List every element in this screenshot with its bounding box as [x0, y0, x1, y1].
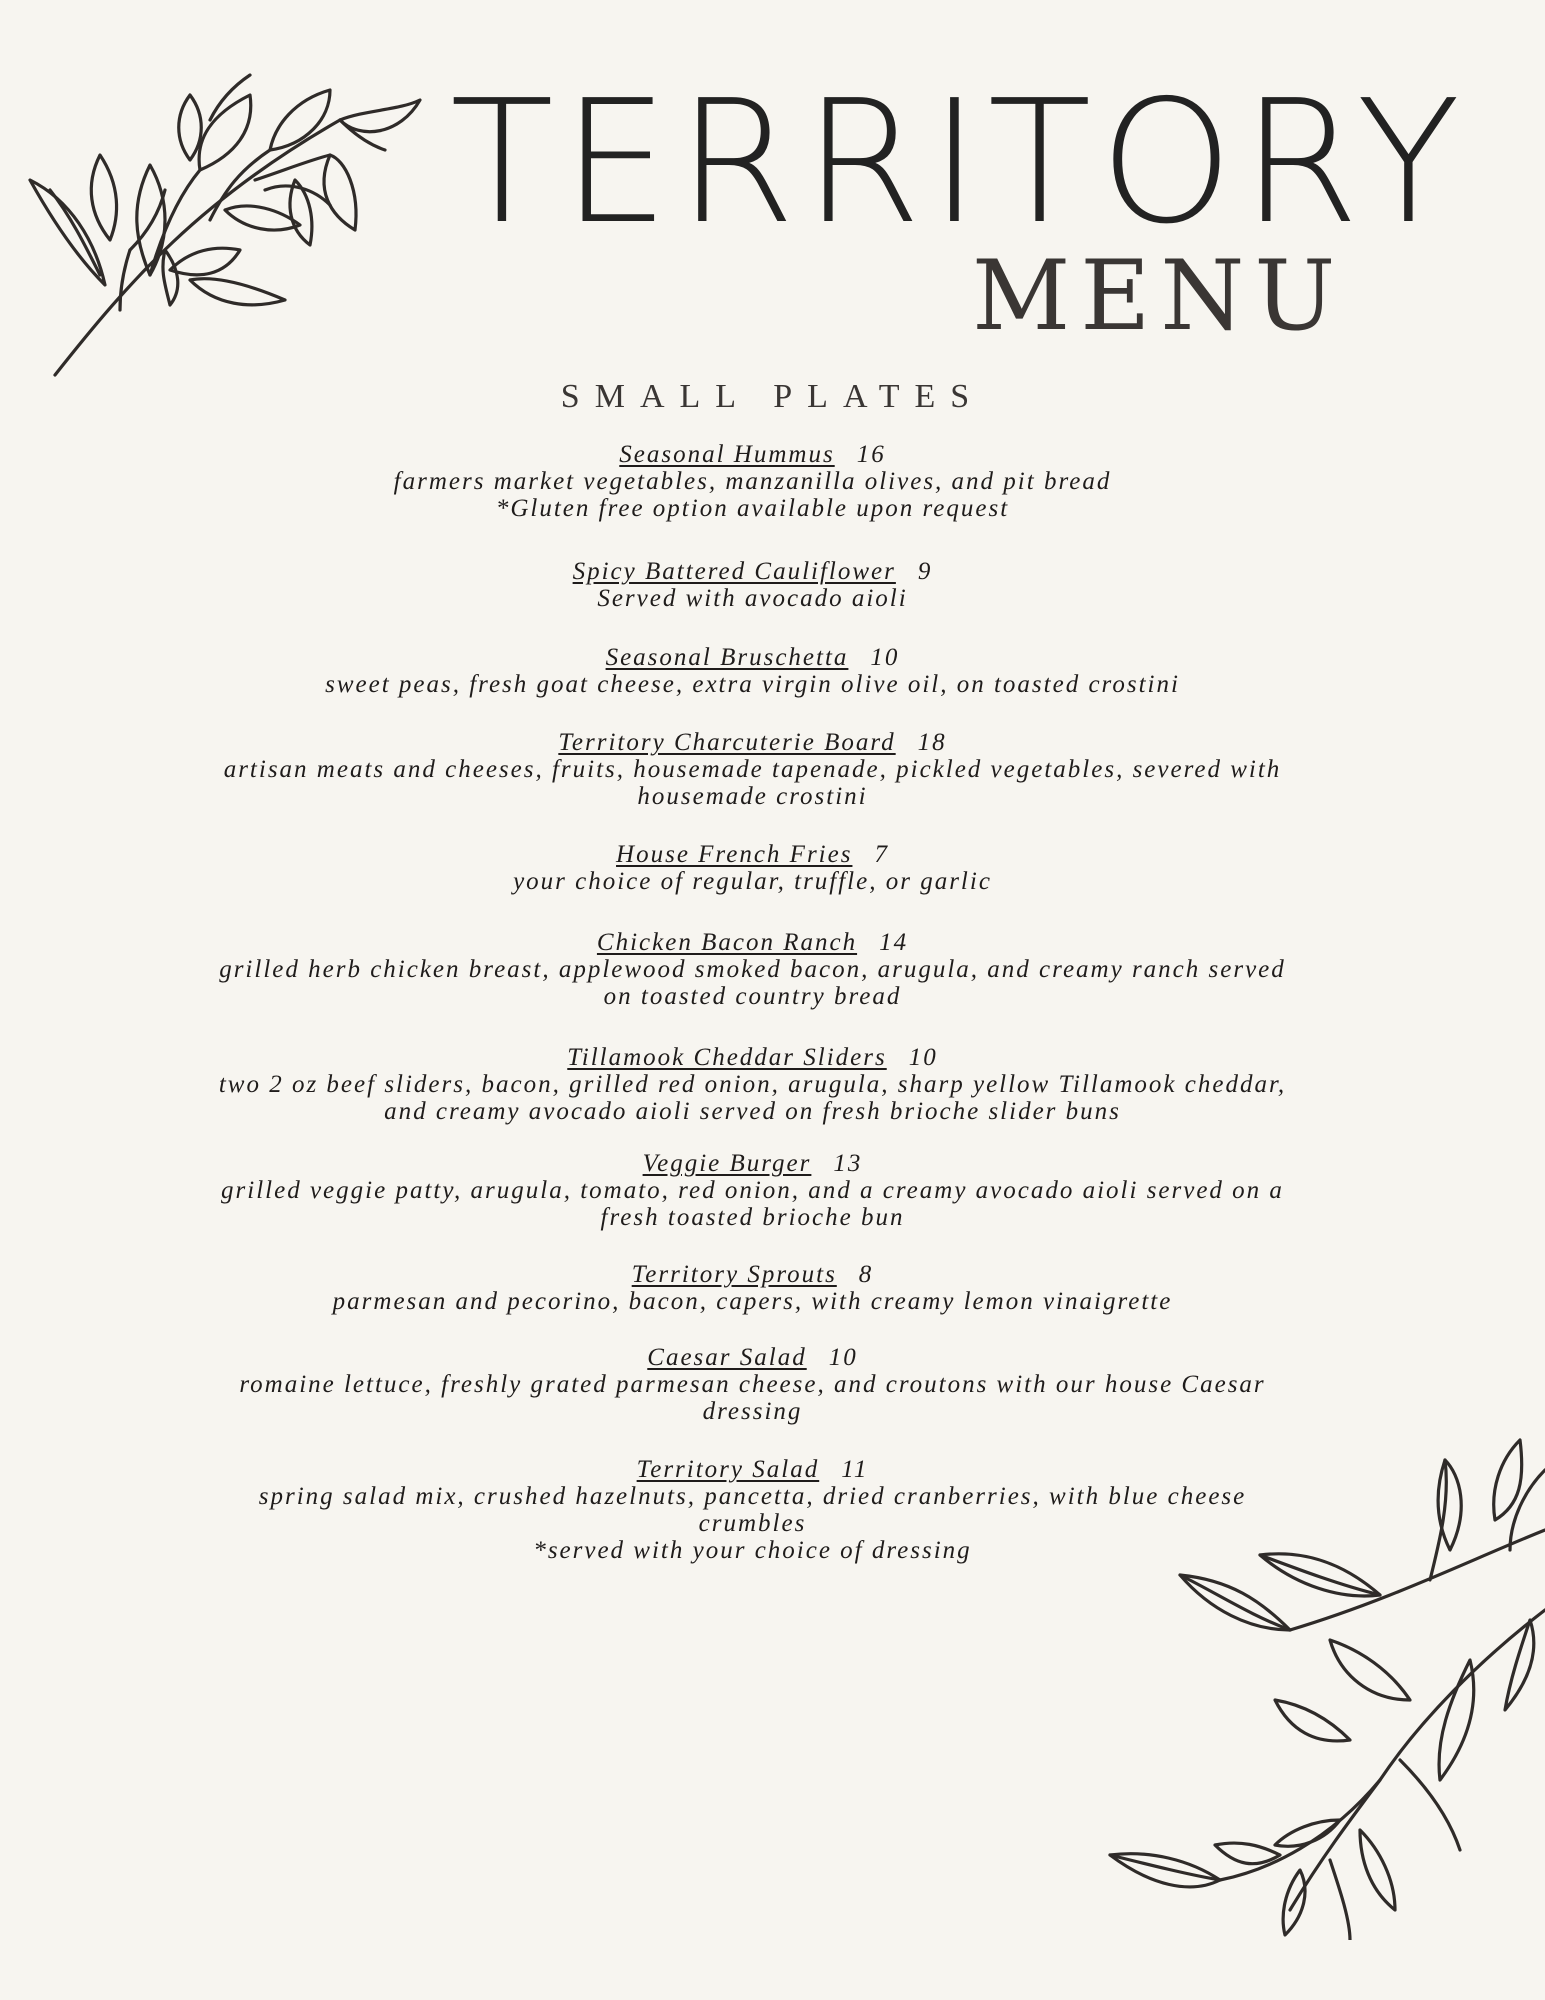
item-description: grilled veggie patty, arugula, tomato, red onion, and a creamy avocado aioli served on a [221, 1177, 1284, 1204]
item-name: Territory Salad [636, 1456, 820, 1483]
item-name: Chicken Bacon Ranch [596, 929, 858, 956]
item-price: 10 [828, 1344, 858, 1371]
item-name: Spicy Battered Cauliflower [572, 558, 896, 585]
item-description: spring salad mix, crushed hazelnuts, pancetta, dried cranberries, with blue cheese [258, 1483, 1247, 1510]
item-description: housemade crostini [637, 783, 868, 810]
menu-item [180, 1456, 1325, 1564]
item-name: Veggie Burger [642, 1150, 812, 1177]
item-description: grilled herb chicken breast, applewood smoked bacon, arugula, and creamy ranch served [219, 956, 1286, 983]
menu-item [180, 558, 1325, 612]
item-name: Territory Sprouts [631, 1261, 837, 1288]
item-price: 10 [870, 644, 900, 671]
menu-item [180, 929, 1325, 1010]
item-name: House French Fries [616, 841, 853, 868]
item-price: 16 [856, 441, 886, 468]
item-price: 8 [858, 1261, 874, 1288]
menu-item [180, 729, 1325, 810]
item-name: Seasonal Hummus [619, 441, 835, 468]
item-description: two 2 oz beef sliders, bacon, grilled red onion, arugula, sharp yellow Tillamook cheddar, [218, 1071, 1287, 1098]
item-price: 11 [841, 1456, 869, 1483]
item-price: 9 [917, 558, 933, 585]
item-description: your choice of regular, truffle, or garlic [513, 868, 992, 895]
item-description: crumbles [698, 1510, 807, 1537]
item-description: on toasted country bread [603, 983, 902, 1010]
item-note: *Gluten free option available upon request [495, 495, 1010, 522]
item-name: Tillamook Cheddar Sliders [567, 1044, 887, 1071]
item-description: Served with avocado aioli [597, 585, 908, 612]
item-description: parmesan and pecorino, bacon, capers, with creamy lemon vinaigrette [332, 1288, 1173, 1315]
item-name: Seasonal Bruschetta [605, 644, 849, 671]
item-description: romaine lettuce, freshly grated parmesan cheese, and croutons with our house Caesar [239, 1371, 1266, 1398]
item-description: farmers market vegetables, manzanilla olives, and pit bread [393, 468, 1112, 495]
menu-item [180, 1044, 1325, 1125]
restaurant-title: TERRITORY [450, 64, 1469, 262]
item-description: sweet peas, fresh goat cheese, extra virgin olive oil, on toasted crostini [325, 671, 1180, 698]
item-price: 13 [833, 1150, 863, 1177]
item-price: 7 [874, 841, 889, 868]
item-price: 10 [908, 1044, 938, 1071]
menu-item [180, 1344, 1325, 1425]
item-description: and creamy avocado aioli served on fresh brioche slider buns [384, 1098, 1121, 1125]
item-note: *served with your choice of dressing [533, 1537, 972, 1564]
item-name: Territory Charcuterie Board [558, 729, 896, 756]
menu-item [180, 841, 1325, 895]
item-description: dressing [702, 1398, 803, 1425]
menu-item [180, 1150, 1325, 1231]
item-description: artisan meats and cheeses, fruits, housemade tapenade, pickled vegetables, severed with [223, 756, 1282, 783]
menu-subtitle: MENU [972, 240, 1346, 352]
section-heading-small-plates: SMALL PLATES [560, 378, 985, 415]
item-name: Caesar Salad [647, 1344, 807, 1371]
menu-item [180, 441, 1325, 522]
item-description: fresh toasted brioche bun [600, 1204, 905, 1231]
item-price: 18 [917, 729, 947, 756]
menu-item [180, 1261, 1325, 1315]
item-price: 14 [879, 929, 909, 956]
menu-item [180, 644, 1325, 698]
leaf-sprig-top-left-icon [10, 40, 450, 380]
